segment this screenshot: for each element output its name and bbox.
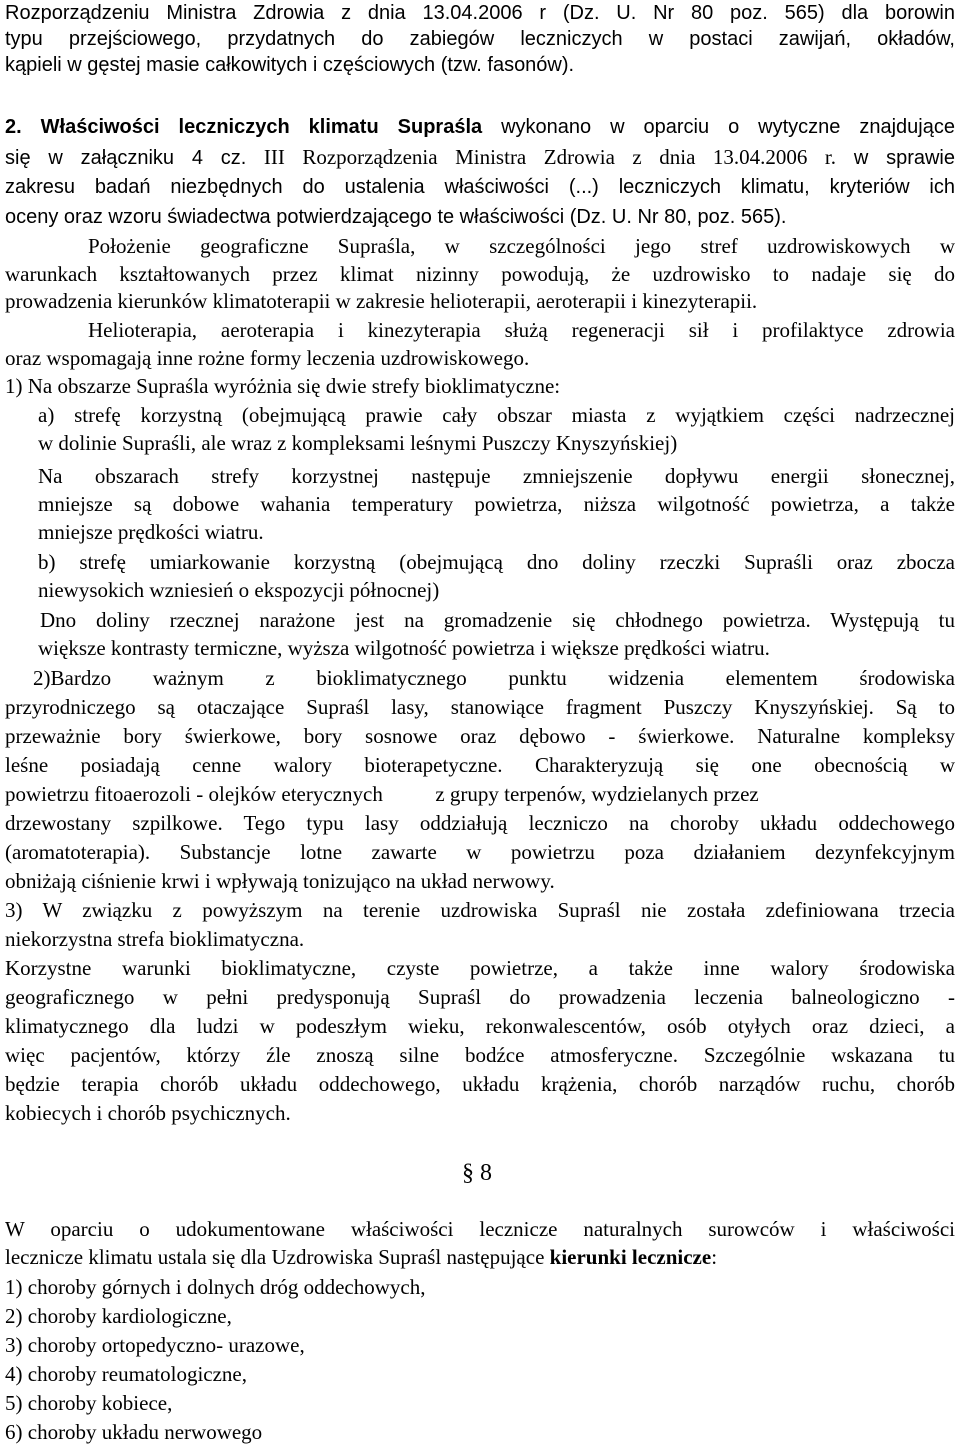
body-line: większe kontrasty termiczne, wyższa wilgotność powietrza i większe prędkości wiatru. [38, 636, 770, 660]
list-item: 6) choroby układu nerwowego [5, 1420, 263, 1444]
body-line: więc pacjentów, którzy źle znoszą silne bodźce atmosferyczne. Szczególnie wskazana tu [5, 1043, 955, 1067]
body-line: w dolinie Supraśli, ale wraz z kompleksami leśnymi Puszczy Knyszyńskiej) [38, 431, 678, 455]
body-line: 1) Na obszarze Supraśla wyróżnia się dwie strefy bioklimatyczne: [5, 374, 561, 398]
point2-line [5, 144, 955, 170]
body-line: przyrodniczego są otaczające Supraśl lasy, stanowiące fragment Puszczy Knyszyńskiej. Są to [5, 695, 955, 719]
body-line: kobiecych i chorób psychicznych. [5, 1101, 291, 1125]
point2-text: się w załączniku 4 cz. [5, 147, 247, 169]
body-line: obniżają ciśnienie krwi i wpływają tonizująco na układ nerwowy. [5, 869, 555, 893]
body-line: Dno doliny rzecznej narażone jest na gromadzenie się chłodnego powietrza. Występują tu [40, 608, 955, 632]
body-line: będzie terapia chorób układu oddechowego, układu krążenia, chorób narządów ruchu, chorób [5, 1072, 955, 1096]
body-line: przeważnie bory świerkowe, bory sosnowe oraz dębowo - świerkowe. Naturalne kompleksy [5, 724, 955, 748]
list-item: 5) choroby kobiece, [5, 1391, 173, 1415]
body-line: 2)Bardzo ważnym z bioklimatycznego punktu widzenia elementem środowiska [33, 666, 955, 690]
section-sign-heading: § 8 [462, 1160, 492, 1186]
point2-line: zakresu badań niezbędnych do ustalenia właściwości (...) leczniczych klimatu, kryteriów ich [5, 176, 955, 198]
body-line: Na obszarach strefy korzystnej następuje zmniejszenie dopływu energii słonecznej, [38, 464, 955, 488]
list-item: 2) choroby kardiologiczne, [5, 1304, 232, 1328]
section8-line: W oparciu o udokumentowane właściwości lecznicze naturalnych surowców i właściwości [5, 1217, 955, 1241]
point2-text: w sprawie [836, 147, 955, 169]
body-line: niewysokich wzniesień o ekspozycji północnej) [38, 578, 440, 602]
point2-heading-rest: wykonano w oparciu o wytyczne znajdujące [482, 116, 955, 138]
body-line: geograficznego w pełni predysponują Supraśl do prowadzenia leczenia balneologiczno - [5, 985, 955, 1009]
section8-line [5, 1244, 955, 1270]
body-line: mniejsze są dobowe wahania temperatury powietrza, niższa wilgotność powietrza, a także [38, 492, 955, 516]
body-line: oraz wspomagają inne rożne formy leczenia uzdrowiskowego. [5, 346, 530, 370]
list-item: 3) choroby ortopedyczno- urazowe, [5, 1333, 305, 1357]
body-line: powietrzu fitoaerozoli - olejków eterycznych z grupy terpenów, wydzielanych przez [5, 782, 759, 806]
body-line: prowadzenia kierunków klimatoterapii w zakresie helioterapii, aeroterapii i kinezyterapii. [5, 289, 758, 313]
body-line: b) strefę umiarkowanie korzystną (obejmującą dno doliny rzeczki Supraśli oraz zbocza [38, 550, 955, 574]
intro-line: kąpieli w gęstej masie całkowitych i częściowych (tzw. fasonów). [5, 54, 575, 76]
body-line: a) strefę korzystną (obejmującą prawie cały obszar miasta z wyjątkiem części nadrzecznej [38, 403, 955, 427]
body-line: Helioterapia, aeroterapia i kinezyterapia służą regeneracji sił i profilaktyce zdrowia [88, 318, 955, 342]
point2-text: III Rozporządzenia Ministra Zdrowia z dnia 13.04.2006 r. [246, 145, 836, 169]
point2-heading [5, 114, 955, 140]
body-line: Korzystne warunki bioklimatyczne, czyste powietrze, a także inne walory środowiska [5, 956, 955, 980]
body-line: niekorzystna strefa bioklimatyczna. [5, 927, 305, 951]
body-line: mniejsze prędkości wiatru. [38, 520, 264, 544]
intro-line: typu przejściowego, przydatnych do zabiegów leczniczych w postaci zawijań, okładów, [5, 28, 955, 50]
list-item: 1) choroby górnych i dolnych dróg oddechowych, [5, 1275, 426, 1299]
list-item: 4) choroby reumatologiczne, [5, 1362, 247, 1386]
section8-text: : [711, 1245, 718, 1269]
intro-line: Rozporządzeniu Ministra Zdrowia z dnia 13.04.2006 r (Dz. U. Nr 80 poz. 565) dla borowin [5, 2, 955, 24]
body-line: drzewostany szpilkowe. Tego typu lasy oddziałują leczniczo na choroby układu oddechowego [5, 811, 955, 835]
point2-heading-bold: 2. Właściwości leczniczych klimatu Supraśla [5, 116, 483, 138]
body-line: klimatycznego dla ludzi w podeszłym wieku, rekonwalescentów, osób otyłych oraz dzieci, a [5, 1014, 955, 1038]
body-line: leśne posiadają cenne walory bioterapetyczne. Charakteryzują się one obecnością w [5, 753, 955, 777]
body-line: warunkach kształtowanych przez klimat nizinny powodują, że uzdrowisko to nadaje się do [5, 262, 955, 286]
treatment-directions-label: kierunki lecznicze [549, 1245, 712, 1269]
body-line: (aromatoterapia). Substancje lotne zawarte w powietrzu poza działaniem dezynfekcyjnym [5, 840, 955, 864]
body-line: 3) W związku z powyższym na terenie uzdrowiska Supraśl nie została zdefiniowana trzecia [5, 898, 955, 922]
section8-text: lecznicze klimatu ustala się dla Uzdrowiska Supraśl następujące [5, 1245, 550, 1269]
body-line: Położenie geograficzne Supraśla, w szczególności jego stref uzdrowiskowych w [88, 234, 955, 258]
point2-line: oceny oraz wzoru świadectwa potwierdzającego te właściwości (Dz. U. Nr 80, poz. 565). [5, 206, 787, 228]
